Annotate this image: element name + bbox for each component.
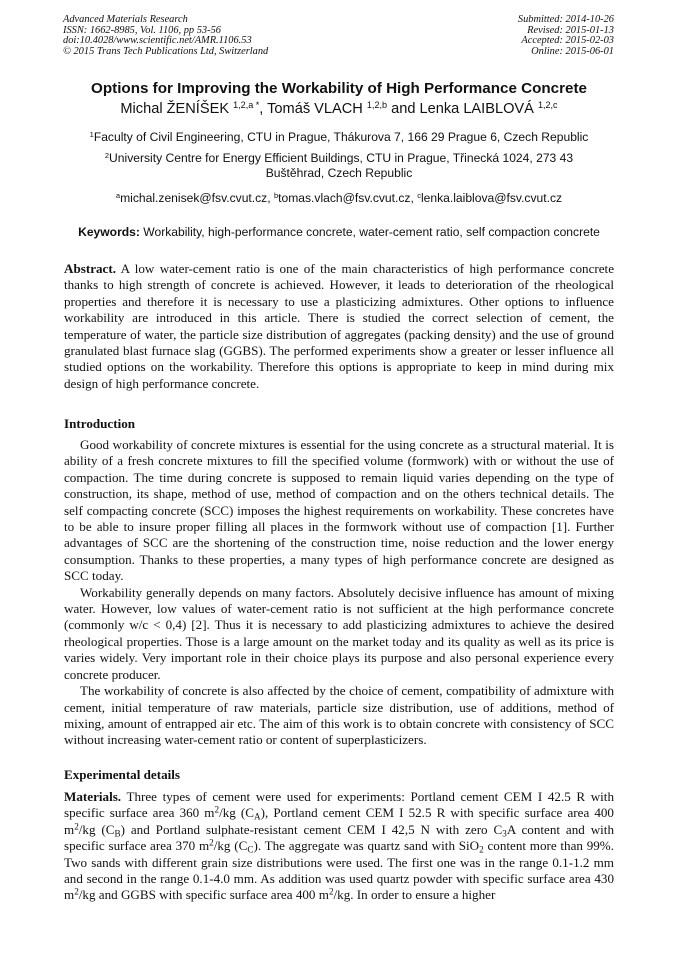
paragraph: Good workability of concrete mixtures is essential for the using concrete as a structural material. It is ability of a fresh concrete mixtures to fill the specified volume (formwork) with or without the use of compaction. The time during concrete is supposed to remain liquid varies depending on the type of construction, its shape, method of use, method of compaction and on the others technical details. The self compacting concrete (SCC) imposes the highest requirements on workability. These concretes have to be able to insure proper filling all places in the formwork without use of compaction [1]. Further advantages of SCC are the shortening of the construction time, noise reduction and the lower energy consumption. Thanks to these properties, a many types of high performance concrete are designed as SCC today.: [64, 437, 614, 584]
author-name: Michal ŽENÍŠEK: [120, 101, 230, 117]
subscript: 3: [502, 828, 507, 839]
journal-issn: ISSN: 1662-8985, Vol. 1106, pp 53-56: [63, 24, 221, 36]
affiliation-marker: 1: [89, 129, 94, 139]
text-run: /kg and GGBS with specific surface area 400 m: [78, 887, 329, 903]
paper-title: Options for Improving the Workability of High Performance Concrete: [91, 80, 587, 97]
author-affiliation-marker: 1,2,a *: [233, 100, 260, 111]
materials-label: Materials.: [64, 789, 122, 804]
author-list: [0, 101, 678, 117]
materials-paragraph: [64, 789, 614, 904]
paragraph: Workability generally depends on many factors. Absolutely decisive influence has amount of mixing water. However, low values of water-cement ratio is not sufficient at the high performance concrete (commonly w/c < 0,4) [2]. Thus it is necessary to add plasticizing admixtures to achieve the desired rheological properties. Those is a large amount on the market today and its quality as well as its price is varies widely. Very important role in their choice plays its purpose and also personal experience every concrete producer.: [64, 584, 614, 682]
text-run: /kg (C: [78, 821, 115, 837]
superscript: 2: [209, 837, 214, 848]
affiliation-marker: 2: [104, 150, 110, 160]
text-run: ) and Portland sulphate-resistant cement CEM I 42,5 N with zero C: [120, 821, 503, 837]
author-name: Lenka LAIBLOVÁ: [419, 101, 534, 117]
superscript: 2: [74, 821, 79, 832]
email-link[interactable]: lenka.laiblova@fsv.cvut.cz: [420, 191, 563, 205]
journal-info: [63, 15, 268, 57]
online-date: Online: 2015-06-01: [531, 45, 614, 57]
author-emails: [0, 191, 678, 205]
author-affiliation-marker: 1,2,c: [537, 100, 558, 111]
affiliation-1: [0, 130, 678, 145]
section-heading-experimental: Experimental details: [64, 767, 181, 782]
text-run: content more than 99%. Two sands with different grain size distributions were used. The first one was in the range 0.1-1.2 mm and second in the range 0.1-4.0 mm. As addition was used quartz powder with specific surface area 430 m: [64, 838, 614, 903]
text-run: /kg (C: [213, 838, 248, 854]
revised-date: Revised: 2015-01-13: [527, 24, 614, 36]
email-marker: b: [273, 190, 279, 200]
journal-doi: doi:10.4028/www.scientific.net/AMR.1106.53: [63, 35, 252, 47]
email-marker: c: [417, 190, 421, 200]
subscript: 2: [479, 844, 484, 855]
superscript: 2: [214, 804, 220, 815]
section-heading-introduction: Introduction: [64, 416, 136, 431]
author-separator: and: [387, 101, 420, 117]
journal-copyright: © 2015 Trans Tech Publications Ltd, Switzerland: [63, 45, 269, 57]
keywords-label: Keywords:: [78, 225, 140, 239]
subscript: A: [253, 811, 261, 822]
affiliation-2: [0, 151, 678, 181]
superscript: 2: [328, 886, 334, 897]
abstract-text: A low water-cement ratio is one of the main characteristics of high performance concrete thanks to high strength of concrete is achieved. However, it leads to deterioration of the rheological properties and therefore it is necessary to use a plasticizing admixtures. Other options to influence workability are introduced in this article. There is studied the correct selection of cement, the temperature of water, the particle size distribution of aggregates (packing density) and the use of ground granulated blast furnace slag (GGBS). The performed experiments show a greater or lesser influence all studied options on the workability. Therefore this options is appropriate to keep in mind during mix design of high performance concrete.: [64, 261, 614, 391]
author-name: Tomáš VLACH: [267, 101, 363, 117]
author-separator: ,: [259, 101, 268, 117]
text-run: /kg. In order to ensure a higher: [333, 887, 496, 903]
keywords: [0, 225, 678, 239]
affiliation-text: University Centre for Energy Efficient Buildings, CTU in Prague, Třinecká 1024, 273 43: [109, 151, 574, 165]
experimental-body: [64, 789, 614, 904]
subscript: B: [114, 828, 121, 839]
text-run: /kg (C: [219, 805, 254, 821]
introduction-body: [64, 437, 614, 749]
text-run: A content and with specific surface area 370 m: [64, 821, 614, 854]
paragraph: The workability of concrete is also affected by the choice of cement, compatibility of admixture with cement, initial temperature of raw materials, particle size distribution, use of additions, method of mixing, amount of entrapped air etc. The aim of this work is to obtain concrete with consistency of SCC without increasing water-cement ratio or content of superplasticizers.: [64, 683, 614, 748]
author-affiliation-marker: 1,2,b: [366, 100, 388, 111]
text-run: ). The aggregate was quartz sand with SiO: [253, 838, 480, 854]
text-run: Three types of cement were used for experiments: Portland cement CEM I 42.5 R with specific surface area 360 m: [64, 789, 614, 821]
email-link[interactable]: michal.zenisek@fsv.cvut.cz,: [120, 191, 274, 205]
publication-dates: [518, 15, 614, 57]
superscript: 2: [74, 886, 79, 897]
journal-name: Advanced Materials Research: [63, 14, 188, 25]
text-run: ), Portland cement CEM I 52.5 R with specific surface area 400 m: [64, 805, 614, 837]
affiliation-text: Faculty of Civil Engineering, CTU in Prague, Thákurova 7, 166 29 Prague 6, Czech Republic: [93, 130, 589, 144]
abstract-label: Abstract.: [64, 261, 116, 276]
submitted-date: Submitted: 2014-10-26: [517, 14, 614, 25]
accepted-date: Accepted: 2015-02-03: [521, 35, 614, 47]
email-marker: a: [115, 190, 121, 200]
keywords-text: Workability, high-performance concrete, water-cement ratio, self compaction concrete: [139, 225, 600, 239]
subscript: C: [247, 844, 254, 855]
affiliation-text-line2: Buštěhrad, Czech Republic: [265, 166, 413, 180]
email-link[interactable]: tomas.vlach@fsv.cvut.cz,: [278, 191, 418, 205]
abstract: [64, 261, 614, 392]
